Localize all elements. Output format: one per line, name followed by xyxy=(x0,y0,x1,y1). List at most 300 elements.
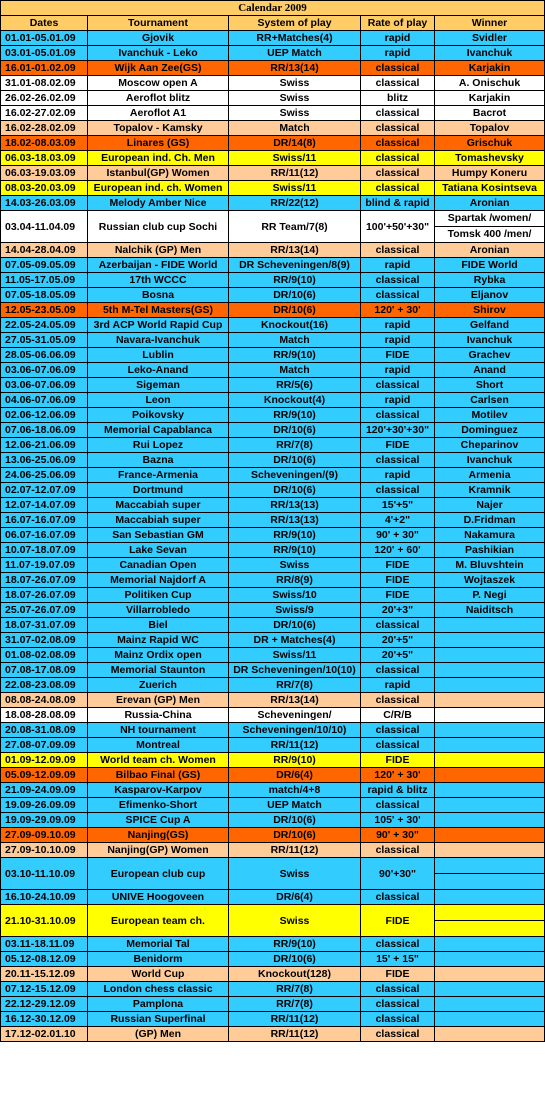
cell-tournament: Nalchik (GP) Men xyxy=(88,243,229,258)
cell-rate: classical xyxy=(361,618,435,633)
cell-system: DR/10(6) xyxy=(229,423,361,438)
cell-winner xyxy=(435,708,545,723)
cell-dates: 21.10-31.10.09 xyxy=(1,905,88,937)
cell-tournament: London chess classic xyxy=(88,982,229,997)
cell-system: Scheveningen/ xyxy=(229,708,361,723)
cell-rate: rapid & blitz xyxy=(361,783,435,798)
cell-rate: 120' + 30' xyxy=(361,768,435,783)
cell-rate: rapid xyxy=(361,46,435,61)
table-row xyxy=(1,693,545,708)
cell-rate: classical xyxy=(361,483,435,498)
cell-winner: Short xyxy=(435,378,545,393)
cell-winner-line-1 xyxy=(435,858,544,874)
cell-winner-line-2 xyxy=(435,921,544,936)
cell-system: DR/6(4) xyxy=(229,890,361,905)
cell-system: DR/10(6) xyxy=(229,303,361,318)
cell-dates: 11.05-17.05.09 xyxy=(1,273,88,288)
cell-system: Swiss/10 xyxy=(229,588,361,603)
table-row xyxy=(1,997,545,1012)
cell-winner xyxy=(435,693,545,708)
cell-tournament: European ind. Ch. Men xyxy=(88,151,229,166)
cell-tournament: European team ch. xyxy=(88,905,229,937)
cell-rate: classical xyxy=(361,663,435,678)
cell-tournament: UNIVE Hoogoveen xyxy=(88,890,229,905)
cell-dates: 25.07-26.07.09 xyxy=(1,603,88,618)
cell-winner: Karjakin xyxy=(435,61,545,76)
cell-dates: 27.05-31.05.09 xyxy=(1,333,88,348)
cell-dates: 06.03-18.03.09 xyxy=(1,151,88,166)
table-row xyxy=(1,61,545,76)
cell-winner xyxy=(435,890,545,905)
cell-winner: Shirov xyxy=(435,303,545,318)
cell-rate: 15'+5" xyxy=(361,498,435,513)
cell-system: RR/9(10) xyxy=(229,753,361,768)
cell-tournament: 3rd ACP World Rapid Cup xyxy=(88,318,229,333)
cell-tournament: Benidorm xyxy=(88,952,229,967)
table-row xyxy=(1,31,545,46)
cell-tournament: Aeroflot A1 xyxy=(88,106,229,121)
cell-winner xyxy=(435,648,545,663)
cell-dates: 16.12-30.12.09 xyxy=(1,1012,88,1027)
table-row xyxy=(1,633,545,648)
cell-system: RR+Matches(4) xyxy=(229,31,361,46)
cell-tournament: Memorial Capablanca xyxy=(88,423,229,438)
cell-winner: Carlsen xyxy=(435,393,545,408)
cell-rate: classical xyxy=(361,61,435,76)
cell-dates: 18.07-26.07.09 xyxy=(1,588,88,603)
cell-dates: 18.08-28.08.09 xyxy=(1,708,88,723)
cell-dates: 18.07-26.07.09 xyxy=(1,573,88,588)
cell-tournament: Moscow open A xyxy=(88,76,229,91)
table-row xyxy=(1,211,545,243)
cell-winner: Topalov xyxy=(435,121,545,136)
cell-system: DR Scheveningen/10(10) xyxy=(229,663,361,678)
cell-system: RR/5(6) xyxy=(229,378,361,393)
cell-tournament: Russian Superfinal xyxy=(88,1012,229,1027)
cell-system: DR/10(6) xyxy=(229,618,361,633)
table-row xyxy=(1,453,545,468)
cell-system: Swiss xyxy=(229,905,361,937)
cell-dates: 02.07-12.07.09 xyxy=(1,483,88,498)
cell-winner: Tomashevsky xyxy=(435,151,545,166)
table-row xyxy=(1,151,545,166)
table-row xyxy=(1,603,545,618)
cell-winner: A. Onischuk xyxy=(435,76,545,91)
cell-tournament: Leon xyxy=(88,393,229,408)
cell-system: RR/22(12) xyxy=(229,196,361,211)
cell-rate: classical xyxy=(361,136,435,151)
cell-rate: classical xyxy=(361,1027,435,1042)
table-row xyxy=(1,708,545,723)
cell-system: Swiss/11 xyxy=(229,151,361,166)
cell-rate: rapid xyxy=(361,318,435,333)
table-row xyxy=(1,890,545,905)
cell-dates: 27.08-07.09.09 xyxy=(1,738,88,753)
cell-rate: classical xyxy=(361,997,435,1012)
cell-dates: 22.08-23.08.09 xyxy=(1,678,88,693)
cell-system: RR/13(14) xyxy=(229,693,361,708)
table-row xyxy=(1,318,545,333)
cell-rate: FIDE xyxy=(361,573,435,588)
table-row xyxy=(1,408,545,423)
cell-system: DR/6(4) xyxy=(229,768,361,783)
cell-tournament: Zuerich xyxy=(88,678,229,693)
cell-winner: Ivanchuk xyxy=(435,46,545,61)
cell-system: RR/13(13) xyxy=(229,498,361,513)
cell-dates: 07.06-18.06.09 xyxy=(1,423,88,438)
cell-dates: 18.07-31.07.09 xyxy=(1,618,88,633)
cell-dates: 21.09-24.09.09 xyxy=(1,783,88,798)
cell-winner: Pashikian xyxy=(435,543,545,558)
header-system: System of play xyxy=(229,16,361,31)
cell-winner xyxy=(435,858,545,890)
table-row xyxy=(1,136,545,151)
cell-system: DR/10(6) xyxy=(229,483,361,498)
cell-dates: 16.02-28.02.09 xyxy=(1,121,88,136)
cell-tournament: SPICE Cup A xyxy=(88,813,229,828)
cell-tournament: Villarrobledo xyxy=(88,603,229,618)
table-row xyxy=(1,91,545,106)
header-dates: Dates xyxy=(1,16,88,31)
cell-system: DR/10(6) xyxy=(229,813,361,828)
cell-rate: classical xyxy=(361,288,435,303)
cell-dates: 03.01-05.01.09 xyxy=(1,46,88,61)
cell-tournament: European club cup xyxy=(88,858,229,890)
cell-winner xyxy=(435,738,545,753)
cell-dates: 12.06-21.06.09 xyxy=(1,438,88,453)
cell-tournament: France-Armenia xyxy=(88,468,229,483)
table-row xyxy=(1,333,545,348)
cell-winner: Aronian xyxy=(435,243,545,258)
calendar-title: Calendar 2009 xyxy=(1,1,545,16)
cell-winner xyxy=(435,982,545,997)
cell-system: RR/11(12) xyxy=(229,843,361,858)
cell-system: RR/9(10) xyxy=(229,348,361,363)
cell-rate: 120' + 60' xyxy=(361,543,435,558)
cell-system: Swiss xyxy=(229,106,361,121)
cell-rate: rapid xyxy=(361,333,435,348)
cell-rate: classical xyxy=(361,121,435,136)
table-row xyxy=(1,858,545,890)
cell-tournament: Memorial Tal xyxy=(88,937,229,952)
cell-rate: 105' + 30' xyxy=(361,813,435,828)
cell-tournament: Poikovsky xyxy=(88,408,229,423)
cell-rate: blitz xyxy=(361,91,435,106)
cell-tournament: Ivanchuk - Leko xyxy=(88,46,229,61)
cell-tournament: Wijk Aan Zee(GS) xyxy=(88,61,229,76)
cell-tournament: Erevan (GP) Men xyxy=(88,693,229,708)
cell-tournament: Bazna xyxy=(88,453,229,468)
cell-tournament: Gjovik xyxy=(88,31,229,46)
cell-dates: 16.10-24.10.09 xyxy=(1,890,88,905)
cell-winner xyxy=(435,783,545,798)
cell-rate: classical xyxy=(361,982,435,997)
cell-system: RR/11(12) xyxy=(229,1012,361,1027)
cell-dates: 06.03-19.03.09 xyxy=(1,166,88,181)
cell-rate: classical xyxy=(361,181,435,196)
cell-dates: 02.06-12.06.09 xyxy=(1,408,88,423)
cell-tournament: Mainz Ordix open xyxy=(88,648,229,663)
cell-rate: classical xyxy=(361,890,435,905)
table-row xyxy=(1,303,545,318)
cell-dates: 27.09-09.10.09 xyxy=(1,828,88,843)
cell-tournament: Dortmund xyxy=(88,483,229,498)
cell-winner: Karjakin xyxy=(435,91,545,106)
cell-dates: 31.07-02.08.09 xyxy=(1,633,88,648)
cell-tournament: NH tournament xyxy=(88,723,229,738)
cell-system: Match xyxy=(229,121,361,136)
cell-rate: C/R/B xyxy=(361,708,435,723)
cell-tournament: Bosna xyxy=(88,288,229,303)
cell-rate: rapid xyxy=(361,363,435,378)
cell-dates: 14.03-26.03.09 xyxy=(1,196,88,211)
header-winner: Winner xyxy=(435,16,545,31)
cell-system: Swiss xyxy=(229,76,361,91)
cell-rate: classical xyxy=(361,798,435,813)
cell-dates: 22.05-24.05.09 xyxy=(1,318,88,333)
cell-dates: 18.02-08.03.09 xyxy=(1,136,88,151)
cell-rate: rapid xyxy=(361,31,435,46)
cell-dates: 10.07-18.07.09 xyxy=(1,543,88,558)
table-row xyxy=(1,768,545,783)
cell-rate: classical xyxy=(361,937,435,952)
cell-tournament: Navara-Ivanchuk xyxy=(88,333,229,348)
cell-rate: 120'+30'+30" xyxy=(361,423,435,438)
cell-dates: 28.05-06.06.09 xyxy=(1,348,88,363)
cell-rate: classical xyxy=(361,243,435,258)
cell-rate: classical xyxy=(361,843,435,858)
table-row xyxy=(1,1027,545,1042)
cell-system: RR/7(8) xyxy=(229,982,361,997)
cell-rate: classical xyxy=(361,693,435,708)
cell-rate: classical xyxy=(361,738,435,753)
table-row xyxy=(1,843,545,858)
table-row xyxy=(1,558,545,573)
cell-winner: D.Fridman xyxy=(435,513,545,528)
cell-system: RR/7(8) xyxy=(229,438,361,453)
cell-rate: FIDE xyxy=(361,558,435,573)
cell-winner xyxy=(435,633,545,648)
table-row xyxy=(1,348,545,363)
cell-tournament: Linares (GS) xyxy=(88,136,229,151)
cell-tournament: Montreal xyxy=(88,738,229,753)
cell-tournament: Nanjing(GP) Women xyxy=(88,843,229,858)
cell-winner xyxy=(435,1012,545,1027)
cell-tournament: Efimenko-Short xyxy=(88,798,229,813)
cell-tournament: World Cup xyxy=(88,967,229,982)
cell-winner: Najer xyxy=(435,498,545,513)
cell-winner: Naiditsch xyxy=(435,603,545,618)
cell-dates: 01.09-12.09.09 xyxy=(1,753,88,768)
cell-tournament: (GP) Men xyxy=(88,1027,229,1042)
cell-system: DR + Matches(4) xyxy=(229,633,361,648)
cell-winner xyxy=(435,768,545,783)
cell-dates: 26.02-26.02.09 xyxy=(1,91,88,106)
cell-tournament: Melody Amber Nice xyxy=(88,196,229,211)
cell-tournament: Bilbao Final (GS) xyxy=(88,768,229,783)
cell-tournament: European ind. ch. Women xyxy=(88,181,229,196)
cell-dates: 12.07-14.07.09 xyxy=(1,498,88,513)
cell-system: RR/9(10) xyxy=(229,408,361,423)
cell-tournament: Aeroflot blitz xyxy=(88,91,229,106)
table-row xyxy=(1,363,545,378)
cell-winner xyxy=(435,813,545,828)
cell-rate: 20'+5" xyxy=(361,648,435,663)
table-row xyxy=(1,663,545,678)
cell-dates: 20.11-15.12.09 xyxy=(1,967,88,982)
cell-dates: 20.08-31.08.09 xyxy=(1,723,88,738)
cell-rate: FIDE xyxy=(361,348,435,363)
cell-dates: 31.01-08.02.09 xyxy=(1,76,88,91)
table-row xyxy=(1,528,545,543)
cell-tournament: Pamplona xyxy=(88,997,229,1012)
cell-system: RR/9(10) xyxy=(229,273,361,288)
table-row xyxy=(1,393,545,408)
cell-winner: Wojtaszek xyxy=(435,573,545,588)
cell-dates: 03.06-07.06.09 xyxy=(1,363,88,378)
cell-winner: FIDE World xyxy=(435,258,545,273)
cell-winner-line-2 xyxy=(435,874,544,889)
cell-winner xyxy=(435,967,545,982)
cell-tournament: Memorial Najdorf A xyxy=(88,573,229,588)
cell-winner-line-1 xyxy=(435,905,544,921)
table-row xyxy=(1,952,545,967)
cell-system: match/4+8 xyxy=(229,783,361,798)
cell-system: UEP Match xyxy=(229,798,361,813)
cell-rate: classical xyxy=(361,408,435,423)
cell-rate: rapid xyxy=(361,678,435,693)
table-row xyxy=(1,166,545,181)
table-row xyxy=(1,678,545,693)
cell-winner: Kramnik xyxy=(435,483,545,498)
table-row xyxy=(1,813,545,828)
cell-winner xyxy=(435,663,545,678)
cell-tournament: Sigeman xyxy=(88,378,229,393)
cell-dates: 24.06-25.06.09 xyxy=(1,468,88,483)
table-row xyxy=(1,738,545,753)
cell-tournament: Istanbul(GP) Women xyxy=(88,166,229,181)
cell-system: RR/13(14) xyxy=(229,61,361,76)
cell-rate: FIDE xyxy=(361,967,435,982)
cell-winner: Motilev xyxy=(435,408,545,423)
cell-system: RR/11(12) xyxy=(229,1027,361,1042)
cell-rate: 4'+2" xyxy=(361,513,435,528)
cell-winner: P. Negi xyxy=(435,588,545,603)
cell-rate: 20'+3" xyxy=(361,603,435,618)
table-row xyxy=(1,937,545,952)
cell-winner xyxy=(435,211,545,243)
cell-dates: 16.02-27.02.09 xyxy=(1,106,88,121)
cell-rate: classical xyxy=(361,76,435,91)
cell-winner: Cheparinov xyxy=(435,438,545,453)
cell-rate: 15' + 15" xyxy=(361,952,435,967)
cell-dates: 07.08-17.08.09 xyxy=(1,663,88,678)
cell-system: UEP Match xyxy=(229,46,361,61)
cell-winner: M. Bluvshtein xyxy=(435,558,545,573)
cell-system: RR/9(10) xyxy=(229,528,361,543)
table-row xyxy=(1,243,545,258)
cell-winner xyxy=(435,997,545,1012)
cell-rate: 100'+50'+30" xyxy=(361,211,435,243)
cell-tournament: Lublin xyxy=(88,348,229,363)
cell-system: Swiss xyxy=(229,858,361,890)
table-row xyxy=(1,905,545,937)
cell-system: DR/10(6) xyxy=(229,952,361,967)
cell-winner: Grachev xyxy=(435,348,545,363)
cell-system: RR Team/7(8) xyxy=(229,211,361,243)
cell-system: DR/14(8) xyxy=(229,136,361,151)
cell-rate: FIDE xyxy=(361,905,435,937)
cell-dates: 22.12-29.12.09 xyxy=(1,997,88,1012)
cell-tournament: 17th WCCC xyxy=(88,273,229,288)
cell-tournament: Russia-China xyxy=(88,708,229,723)
cell-tournament: Azerbaijan - FIDE World xyxy=(88,258,229,273)
cell-tournament: 5th M-Tel Masters(GS) xyxy=(88,303,229,318)
cell-winner: Svidler xyxy=(435,31,545,46)
cell-rate: FIDE xyxy=(361,438,435,453)
cell-dates: 16.07-16.07.09 xyxy=(1,513,88,528)
cell-winner xyxy=(435,753,545,768)
cell-rate: 90' + 30" xyxy=(361,528,435,543)
cell-rate: classical xyxy=(361,273,435,288)
cell-system: Scheveningen/(9) xyxy=(229,468,361,483)
cell-dates: 03.10-11.10.09 xyxy=(1,858,88,890)
cell-dates: 05.09-12.09.09 xyxy=(1,768,88,783)
cell-rate: rapid xyxy=(361,393,435,408)
cell-winner xyxy=(435,723,545,738)
cell-tournament: Politiken Cup xyxy=(88,588,229,603)
cell-dates: 16.01-01.02.09 xyxy=(1,61,88,76)
table-row xyxy=(1,181,545,196)
cell-dates: 05.12-08.12.09 xyxy=(1,952,88,967)
table-row xyxy=(1,498,545,513)
cell-rate: classical xyxy=(361,1012,435,1027)
cell-dates: 14.04-28.04.09 xyxy=(1,243,88,258)
cell-system: Knockout(16) xyxy=(229,318,361,333)
table-row xyxy=(1,513,545,528)
header-tournament: Tournament xyxy=(88,16,229,31)
cell-rate: 20'+5" xyxy=(361,633,435,648)
cell-winner: Aronian xyxy=(435,196,545,211)
cell-winner xyxy=(435,798,545,813)
cell-tournament: Mainz Rapid WC xyxy=(88,633,229,648)
cell-dates: 03.06-07.06.09 xyxy=(1,378,88,393)
table-row xyxy=(1,258,545,273)
table-row xyxy=(1,828,545,843)
table-row xyxy=(1,573,545,588)
cell-system: RR/7(8) xyxy=(229,997,361,1012)
cell-dates: 03.04-11.04.09 xyxy=(1,211,88,243)
cell-winner: Dominguez xyxy=(435,423,545,438)
cell-dates: 19.09-29.09.09 xyxy=(1,813,88,828)
cell-system: DR Scheveningen/8(9) xyxy=(229,258,361,273)
table-row xyxy=(1,378,545,393)
cell-winner xyxy=(435,1027,545,1042)
cell-system: Swiss/11 xyxy=(229,181,361,196)
cell-rate: 120' + 30' xyxy=(361,303,435,318)
cell-system: RR/11(12) xyxy=(229,166,361,181)
cell-winner: Ivanchuk xyxy=(435,333,545,348)
cell-rate: classical xyxy=(361,106,435,121)
cell-tournament: San Sebastian GM xyxy=(88,528,229,543)
table-row xyxy=(1,753,545,768)
cell-rate: FIDE xyxy=(361,588,435,603)
cell-winner xyxy=(435,828,545,843)
table-row xyxy=(1,121,545,136)
cell-winner: Ivanchuk xyxy=(435,453,545,468)
cell-tournament: Biel xyxy=(88,618,229,633)
header-rate: Rate of play xyxy=(361,16,435,31)
